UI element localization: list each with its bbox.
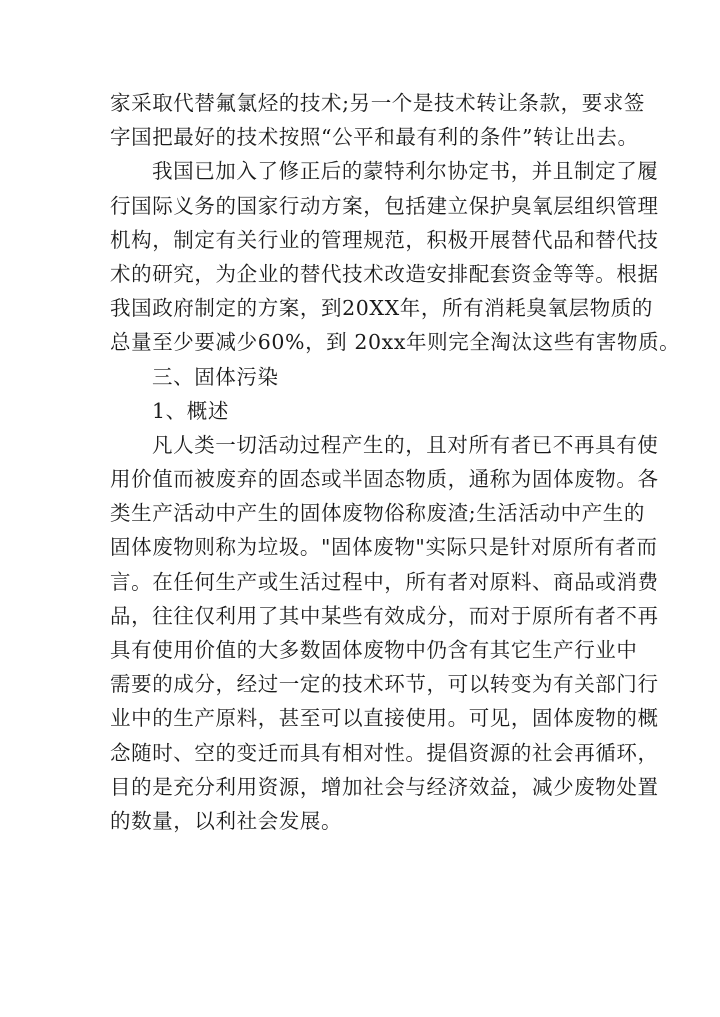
text-line: 品，往往仅利用了其中某些有效成分，而对于原所有者不再 — [110, 603, 659, 628]
text-line: 字国把最好的技术按照“公平和最有利的条件”转让出去。 — [110, 125, 639, 150]
text-line: 具有使用价值的大多数固体废物中仍含有其它生产行业中 — [110, 638, 638, 662]
text-line: 机构，制定有关行业的管理规范，积极开展替代品和替代技 — [110, 227, 659, 252]
text-line: 需要的成分，经过一定的技术环节，可以转变为有关部门行 — [110, 672, 659, 697]
text-line: 目的是充分利用资源，增加社会与经济效益，减少废物处置 — [110, 774, 659, 799]
text-line: 总量至少要减少60%，到 20xx年则完全淘汰这些有害物质。 — [110, 330, 681, 355]
text-line: 固体废物则称为垃圾。"固体废物"实际只是针对原所有者而 — [110, 535, 658, 560]
body-text — [110, 86, 681, 838]
text-line: 类生产活动中产生的固体废物俗称废渣;生活活动中产生的 — [110, 501, 646, 526]
subsection-heading: 1、概述 — [152, 398, 229, 423]
text-line: 家采取代替氟氯烃的技术;另一个是技术转让条款，要求签 — [110, 91, 646, 115]
text-line: 我国政府制定的方案，到20XX年，所有消耗臭氧层物质的 — [110, 296, 653, 321]
text-line: 行国际义务的国家行动方案，包括建立保护臭氧层组织管理 — [110, 193, 659, 218]
text-line: 业中的生产原料，甚至可以直接使用。可见，固体废物的概 — [110, 706, 659, 731]
section-heading: 三、固体污染 — [152, 364, 279, 389]
paragraph-start-line: 我国已加入了修正后的蒙特利尔协定书，并且制定了履 — [152, 159, 659, 184]
paragraph-start-line: 凡人类一切活动过程产生的，且对所有者已不再具有使 — [152, 432, 659, 457]
text-line: 的数量，以利社会发展。 — [110, 808, 343, 833]
text-line: 言。在任何生产或生活过程中，所有者对原料、商品或消费 — [110, 569, 659, 594]
text-line: 念随时、空的变迁而具有相对性。提倡资源的社会再循环， — [110, 740, 659, 765]
text-line: 术的研究，为企业的替代技术改造安排配套资金等等。根据 — [110, 261, 659, 286]
text-line: 用价值而被废弃的固态或半固态物质，通称为固体废物。各 — [110, 467, 659, 492]
